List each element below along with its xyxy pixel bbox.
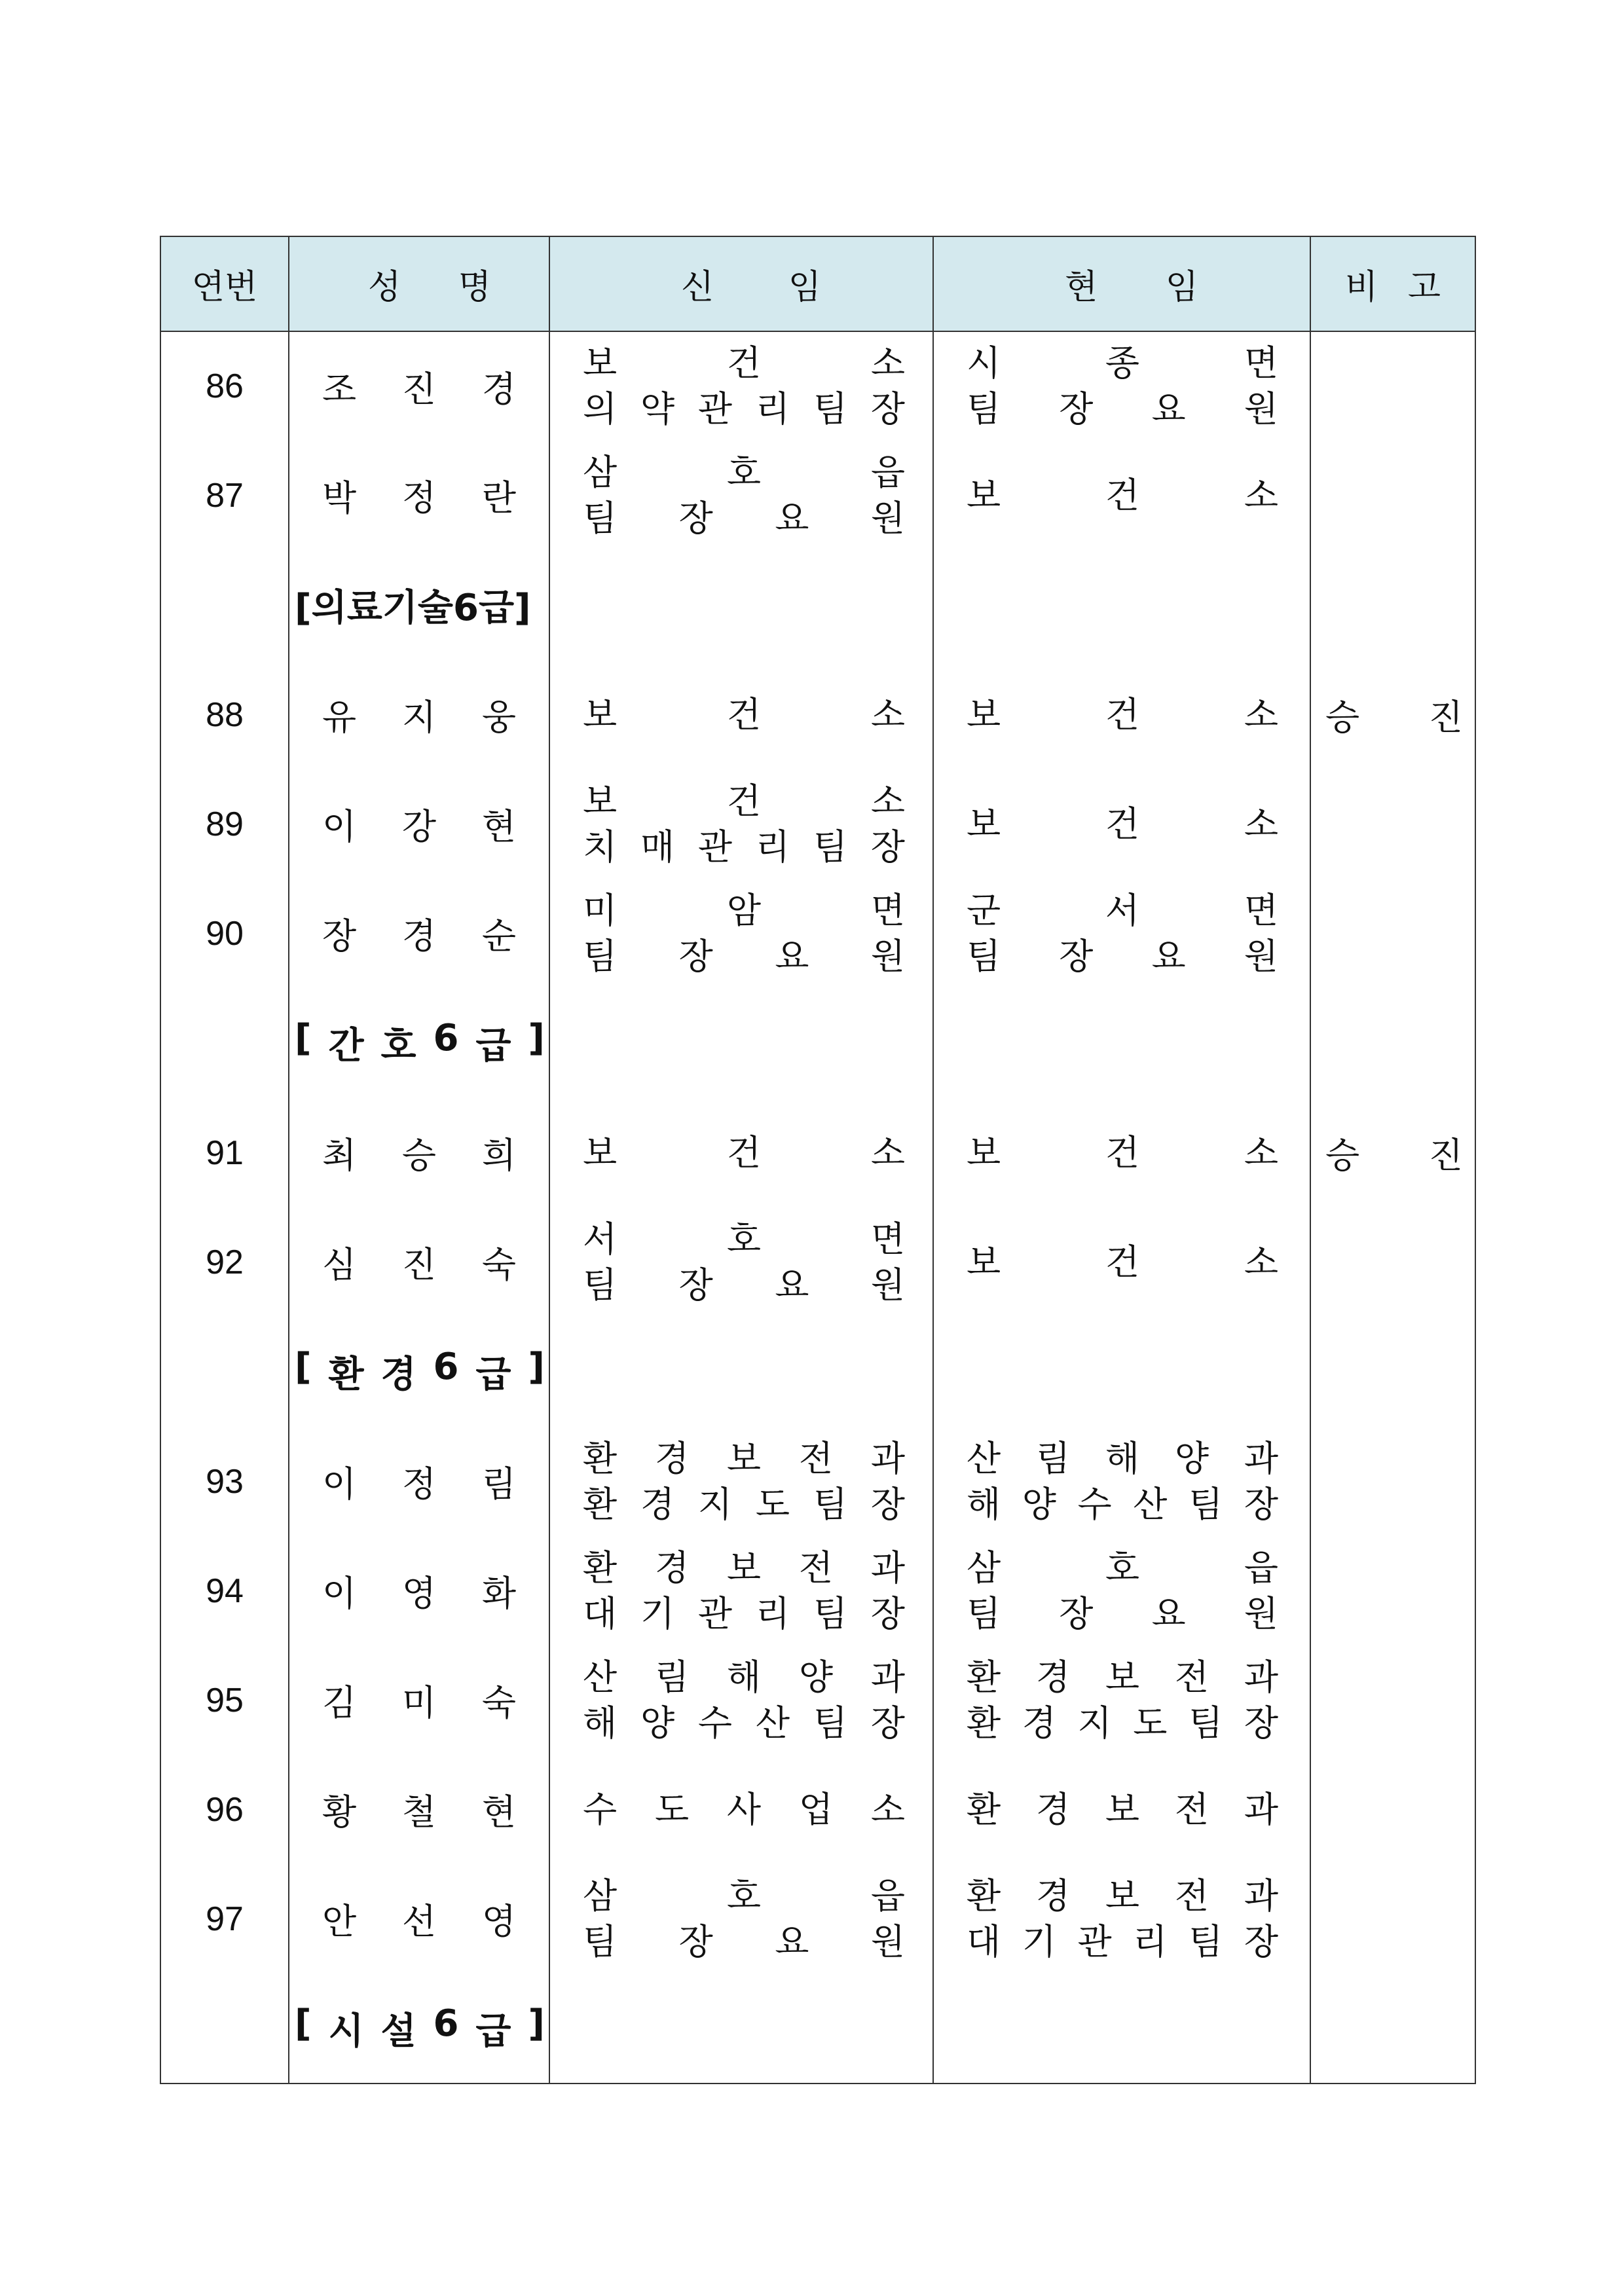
new-post-line: 미 암 면 (583, 889, 905, 931)
row-number: 89 (160, 769, 289, 879)
current-post-line: 보 건 소 (967, 1131, 1278, 1173)
row-number: 87 (160, 441, 289, 550)
category-row (160, 1974, 1475, 2084)
remark-cell (1310, 1864, 1475, 1974)
current-post-cell (933, 1207, 1310, 1317)
new-post-line: 수 도 사 업 소 (583, 1788, 905, 1830)
category-row (160, 988, 1475, 1098)
person-name: 심 진 숙 (322, 1244, 516, 1285)
row-name-cell (289, 769, 549, 879)
category-remark-cell (1310, 550, 1475, 660)
header-name-text: 성 명 (368, 268, 491, 307)
row-number: 86 (160, 331, 289, 441)
new-post-cell (549, 1427, 933, 1536)
current-post-line: 시 종 면 (967, 342, 1278, 384)
remark-cell (1310, 1207, 1475, 1317)
new-post-line: 해 양 수 산 팀 장 (583, 1702, 905, 1744)
remark-cell (1310, 1427, 1475, 1536)
row-name-cell (289, 1645, 549, 1755)
table-row (160, 1536, 1475, 1645)
new-post-line: 보 건 소 (583, 342, 905, 384)
person-name: 박 정 란 (322, 477, 516, 519)
row-name-cell (289, 879, 549, 988)
current-post-cell (933, 1427, 1310, 1536)
current-post-line: 팀 장 요 원 (967, 935, 1278, 977)
new-post-cell (549, 1864, 933, 1974)
category-new-cell (549, 550, 933, 660)
category-remark-cell (1310, 988, 1475, 1098)
current-post-line: 삼 호 읍 (967, 1547, 1278, 1588)
table-row (160, 441, 1475, 550)
new-post-cell (549, 879, 933, 988)
new-post-line: 보 건 소 (583, 1131, 905, 1173)
header-row (160, 236, 1475, 331)
current-post-cell (933, 879, 1310, 988)
remark-cell (1310, 1536, 1475, 1645)
current-post-line: 팀 장 요 원 (967, 1592, 1278, 1634)
table-row (160, 1427, 1475, 1536)
remark-text: 승 진 (1325, 1135, 1463, 1176)
person-name: 황 철 현 (322, 1791, 516, 1833)
table-row (160, 660, 1475, 769)
person-name: 조 진 경 (322, 368, 516, 410)
header-current-post-text: 현 임 (1065, 268, 1198, 307)
header-no: 연번 (160, 236, 289, 331)
new-post-line: 산 림 해 양 과 (583, 1656, 905, 1698)
current-post-line: 팀 장 요 원 (967, 388, 1278, 430)
current-post-cell (933, 1864, 1310, 1974)
category-new-cell (549, 1974, 933, 2084)
table-row (160, 1755, 1475, 1864)
table-header (160, 236, 1475, 331)
category-label: [ 시 설 6 급 ] (295, 2002, 545, 2053)
remark-cell (1310, 441, 1475, 550)
category-no-cell (160, 1974, 289, 2084)
person-name: 이 영 화 (322, 1573, 516, 1614)
row-number: 90 (160, 879, 289, 988)
table-row (160, 331, 1475, 441)
new-post-cell (549, 1098, 933, 1207)
header-remarks-text: 비 고 (1345, 268, 1441, 307)
table-row (160, 1645, 1475, 1755)
current-post-cell (933, 1755, 1310, 1864)
row-number: 88 (160, 660, 289, 769)
new-post-cell (549, 660, 933, 769)
row-name-cell (289, 1864, 549, 1974)
current-post-line: 보 건 소 (967, 693, 1278, 735)
category-new-cell (549, 988, 933, 1098)
new-post-line: 삼 호 읍 (583, 1875, 905, 1917)
row-number: 93 (160, 1427, 289, 1536)
category-new-cell (549, 1317, 933, 1427)
new-post-line: 보 건 소 (583, 693, 905, 735)
new-post-line: 치 매 관 리 팀 장 (583, 826, 905, 868)
current-post-line: 환 경 보 전 과 (967, 1788, 1278, 1830)
person-name: 유 지 웅 (322, 697, 516, 738)
person-name: 김 미 숙 (322, 1682, 516, 1723)
row-name-cell (289, 441, 549, 550)
header-new-post (549, 236, 933, 331)
category-label: [ 간 호 6 급 ] (295, 1017, 545, 1067)
category-cur-cell (933, 988, 1310, 1098)
new-post-line: 환 경 보 전 과 (583, 1437, 905, 1479)
new-post-line: 팀 장 요 원 (583, 497, 905, 539)
person-name: 안 선 영 (322, 1901, 516, 1942)
category-no-cell (160, 988, 289, 1098)
category-cell (289, 988, 549, 1098)
current-post-cell (933, 1645, 1310, 1755)
remark-cell (1310, 1645, 1475, 1755)
new-post-line: 대 기 관 리 팀 장 (583, 1592, 905, 1634)
category-cur-cell (933, 550, 1310, 660)
current-post-line: 해 양 수 산 팀 장 (967, 1483, 1278, 1525)
person-name: 이 강 현 (322, 806, 516, 847)
row-name-cell (289, 1098, 549, 1207)
new-post-cell (549, 331, 933, 441)
remark-cell (1310, 1755, 1475, 1864)
new-post-cell (549, 1645, 933, 1755)
category-cur-cell (933, 1974, 1310, 2084)
person-name: 이 정 림 (322, 1463, 516, 1505)
current-post-line: 대 기 관 리 팀 장 (967, 1920, 1278, 1962)
new-post-line: 팀 장 요 원 (583, 1920, 905, 1962)
row-number: 92 (160, 1207, 289, 1317)
category-label: [ 환 경 6 급 ] (295, 1346, 545, 1396)
table-row (160, 1864, 1475, 1974)
remark-cell (1310, 879, 1475, 988)
category-row (160, 550, 1475, 660)
current-post-line: 환 경 보 전 과 (967, 1875, 1278, 1917)
current-post-cell (933, 441, 1310, 550)
current-post-cell (933, 331, 1310, 441)
table-row (160, 1098, 1475, 1207)
category-cell (289, 550, 549, 660)
table-body (160, 331, 1475, 2084)
new-post-cell (549, 769, 933, 879)
current-post-cell (933, 1536, 1310, 1645)
new-post-cell (549, 1536, 933, 1645)
category-label: [의료기술6급] (295, 587, 531, 629)
new-post-line: 환 경 보 전 과 (583, 1547, 905, 1588)
remark-cell (1310, 769, 1475, 879)
row-name-cell (289, 660, 549, 769)
row-number: 91 (160, 1098, 289, 1207)
category-remark-cell (1310, 1317, 1475, 1427)
table-row (160, 1207, 1475, 1317)
header-new-post-text: 신 임 (681, 268, 821, 307)
header-remarks (1310, 236, 1475, 331)
header-name (289, 236, 549, 331)
new-post-line: 의 약 관 리 팀 장 (583, 388, 905, 430)
new-post-line: 서 호 면 (583, 1218, 905, 1260)
row-name-cell (289, 1427, 549, 1536)
row-number: 96 (160, 1755, 289, 1864)
personnel-roster-table (160, 236, 1476, 2084)
current-post-cell (933, 769, 1310, 879)
current-post-line: 보 건 소 (967, 803, 1278, 845)
row-number: 94 (160, 1536, 289, 1645)
current-post-line: 군 서 면 (967, 889, 1278, 931)
remark-cell (1310, 1098, 1475, 1207)
category-row (160, 1317, 1475, 1427)
row-name-cell (289, 331, 549, 441)
new-post-line: 삼 호 읍 (583, 451, 905, 493)
category-cell (289, 1974, 549, 2084)
table-row (160, 879, 1475, 988)
current-post-cell (933, 1098, 1310, 1207)
row-name-cell (289, 1755, 549, 1864)
new-post-line: 팀 장 요 원 (583, 1264, 905, 1306)
current-post-cell (933, 660, 1310, 769)
category-no-cell (160, 550, 289, 660)
new-post-cell (549, 441, 933, 550)
remark-text: 승 진 (1325, 697, 1463, 738)
current-post-line: 환 경 보 전 과 (967, 1656, 1278, 1698)
current-post-line: 보 건 소 (967, 1241, 1278, 1283)
new-post-cell (549, 1755, 933, 1864)
row-name-cell (289, 1536, 549, 1645)
new-post-line: 팀 장 요 원 (583, 935, 905, 977)
category-no-cell (160, 1317, 289, 1427)
new-post-cell (549, 1207, 933, 1317)
current-post-line: 환 경 지 도 팀 장 (967, 1702, 1278, 1744)
category-remark-cell (1310, 1974, 1475, 2084)
current-post-line: 산 림 해 양 과 (967, 1437, 1278, 1479)
person-name: 최 승 희 (322, 1135, 516, 1176)
category-cell (289, 1317, 549, 1427)
row-number: 95 (160, 1645, 289, 1755)
row-number: 97 (160, 1864, 289, 1974)
new-post-line: 보 건 소 (583, 780, 905, 822)
current-post-line: 보 건 소 (967, 474, 1278, 516)
new-post-line: 환 경 지 도 팀 장 (583, 1483, 905, 1525)
remark-cell (1310, 331, 1475, 441)
row-name-cell (289, 1207, 549, 1317)
remark-cell (1310, 660, 1475, 769)
person-name: 장 경 순 (322, 915, 516, 957)
table-row (160, 769, 1475, 879)
category-cur-cell (933, 1317, 1310, 1427)
header-current-post (933, 236, 1310, 331)
